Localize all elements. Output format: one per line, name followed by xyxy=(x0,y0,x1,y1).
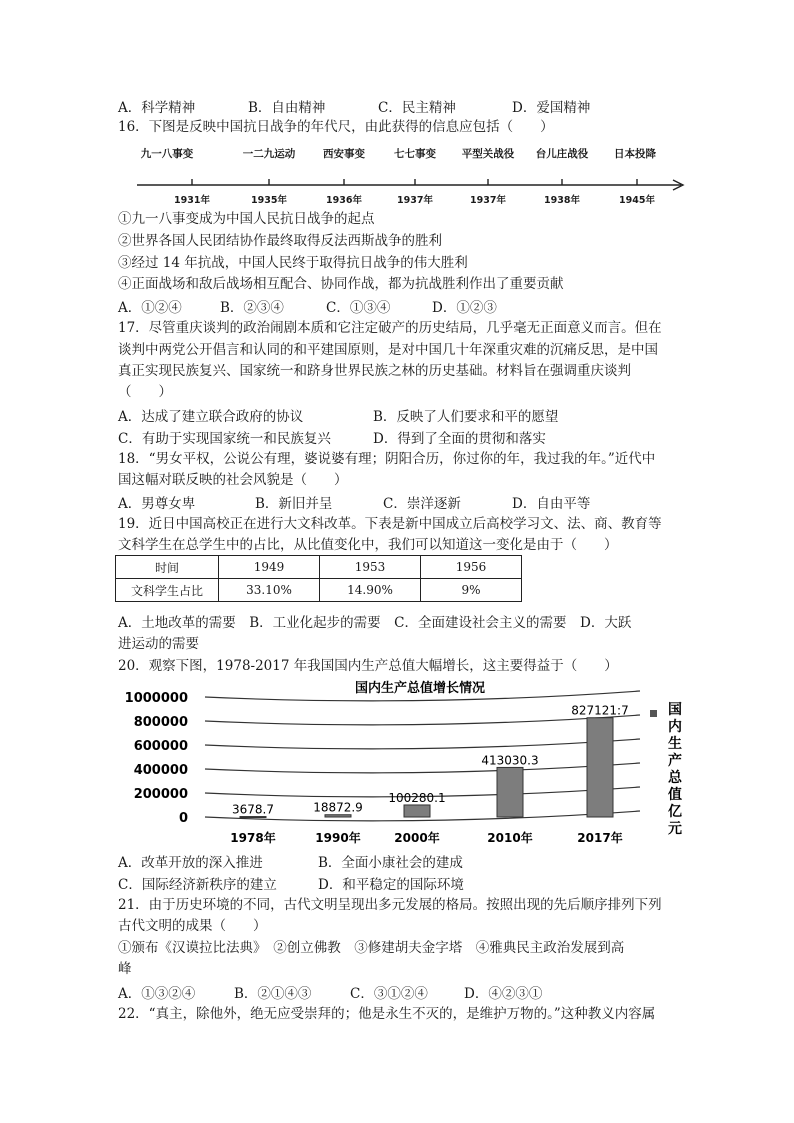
q15-option-b: B．自由精神 xyxy=(248,100,326,116)
table-cell: 14.90% xyxy=(320,579,421,602)
timeline-event-77: 七七事变 xyxy=(394,148,436,160)
q19-stem: 文科学生在总学生中的占比，从比值变化中，我们可以知道这一变化是由于（ ） xyxy=(118,537,618,553)
gdp-bar xyxy=(404,805,430,817)
table-header-cell: 1949 xyxy=(219,556,320,579)
war-timeline xyxy=(125,140,690,210)
x-tick-label: 2000年 xyxy=(394,831,440,845)
q18-option-d: D．自由平等 xyxy=(512,496,591,512)
gdp-bar xyxy=(325,815,351,817)
q17-option-a: A．达成了建立联合政府的协议 xyxy=(118,409,304,425)
q15-option-c: C．民主精神 xyxy=(378,100,456,116)
timeline-event-xian: 西安事变 xyxy=(323,148,365,160)
q17-option-c: C．有助于实现国家统一和民族复兴 xyxy=(118,431,331,447)
q16-option-b: B．②③④ xyxy=(220,300,284,316)
q20-option-d: D．和平稳定的国际环境 xyxy=(318,877,464,893)
q17-option-b: B．反映了人们要求和平的愿望 xyxy=(373,409,559,425)
y-tick-label: 0 xyxy=(178,811,188,826)
q21-option-b: B．②①④③ xyxy=(234,986,312,1002)
q15-option-a: A．科学精神 xyxy=(118,100,196,116)
table-row xyxy=(116,579,522,602)
q17-stem: 真正实现民族复兴、国家统一和跻身世界民族之林的历史基础。材料旨在强调重庆谈判 xyxy=(118,363,631,379)
q18-option-b: B．新旧并呈 xyxy=(255,496,333,512)
q21-items: 峰 xyxy=(118,961,132,977)
timeline-event-129: 一二九运动 xyxy=(242,148,296,160)
table-cell: 文科学生占比 xyxy=(116,579,219,602)
q21-stem: 21．由于历史环境的不同，古代文明呈现出多元发展的格局。按照出现的先后顺序排列下列 xyxy=(118,897,662,913)
table-row xyxy=(116,556,522,579)
q19-options: A．土地改革的需要 B．工业化起步的需要 C．全面建设社会主义的需要 D．大跃 xyxy=(118,615,632,631)
timeline-year: 1936年 xyxy=(326,195,362,206)
q20-option-a: A．改革开放的深入推进 xyxy=(118,855,263,871)
timeline-year: 1938年 xyxy=(544,195,580,206)
timeline-year: 1931年 xyxy=(174,195,210,206)
q17-stem: （ ） xyxy=(118,384,172,400)
q19-table xyxy=(115,555,522,602)
q16-option-c: C．①③④ xyxy=(326,300,391,316)
bar-value-label: 827121:7 xyxy=(571,703,629,718)
q21-option-d: D．④②③① xyxy=(464,986,543,1002)
q18-stem: 18．“男女平权，公说公有理，婆说婆有理；阴阳合历，你过你的年，我过我的年。”近代中 xyxy=(118,451,656,467)
table-header-cell: 1956 xyxy=(421,556,522,579)
legend-char: 生 xyxy=(668,736,682,752)
q16-statement: ④正面战场和敌后战场相互配合、协同作战，都为抗战胜利作出了重要贡献 xyxy=(118,276,564,292)
q16-stem: 16．下图是反映中国抗日战争的年代尺，由此获得的信息应包括（ ） xyxy=(118,119,554,135)
q18-option-a: A．男尊女卑 xyxy=(118,496,196,512)
bar-value-label: 100280.1 xyxy=(388,790,446,805)
q22-stem: 22．“真主，除他外，绝无应受崇拜的；他是永生不灭的，是维护万物的。”这种教义内容属 xyxy=(118,1006,656,1022)
timeline-event-japan-surrender: 日本投降 xyxy=(614,148,656,160)
legend-char: 总 xyxy=(668,770,682,786)
gridline xyxy=(205,763,640,773)
q18-option-c: C．崇洋逐新 xyxy=(383,496,461,512)
q17-option-d: D．得到了全面的贯彻和落实 xyxy=(373,431,546,447)
legend-char: 亿 xyxy=(668,804,682,820)
q17-stem: 17．尽管重庆谈判的政治闹剧本质和它注定破产的历史结局，几乎毫无正面意义而言。但在 xyxy=(118,320,662,336)
legend-char: 国 xyxy=(668,702,682,718)
table-cell: 33.10% xyxy=(219,579,320,602)
timeline-year: 1937年 xyxy=(470,195,506,206)
y-tick-label: 400000 xyxy=(133,763,188,778)
q20-option-b: B．全面小康社会的建成 xyxy=(318,855,463,871)
timeline-year: 1945年 xyxy=(619,195,655,206)
q19-options: 进运动的需要 xyxy=(118,636,199,652)
gdp-bar xyxy=(240,817,266,818)
q21-option-a: A．①③②④ xyxy=(118,986,196,1002)
q18-stem: 国这幅对联反映的社会风貌是（ ） xyxy=(118,472,348,488)
q16-statement: ①九一八事变成为中国人民抗日战争的起点 xyxy=(118,211,375,227)
timeline-event-taierzhuang: 台儿庄战役 xyxy=(535,148,589,160)
x-tick-label: 2017年 xyxy=(577,831,623,845)
y-tick-label: 600000 xyxy=(133,739,188,754)
q16-statement: ③经过 14 年抗战，中国人民终于取得抗日战争的伟大胜利 xyxy=(118,255,468,271)
gdp-bar xyxy=(497,767,523,817)
legend-char: 元 xyxy=(668,821,682,837)
q20-stem: 20．观察下图，1978-2017 年我国国内生产总值大幅增长，这主要得益于（ ） xyxy=(118,658,618,674)
q16-option-d: D．①②③ xyxy=(432,300,497,316)
timeline-year: 1935年 xyxy=(251,195,287,206)
bar-value-label: 413030.3 xyxy=(481,753,539,768)
gdp-bar xyxy=(587,718,613,817)
legend-char: 值 xyxy=(668,787,682,803)
timeline-year: 1937年 xyxy=(397,195,433,206)
y-tick-label: 800000 xyxy=(133,715,188,730)
x-tick-label: 2010年 xyxy=(487,831,533,845)
bar-value-label: 18872.9 xyxy=(313,800,363,815)
y-tick-label: 200000 xyxy=(133,787,188,802)
x-tick-label: 1990年 xyxy=(315,831,361,845)
q17-stem: 谈判中两党公开倡言和认同的和平建国原则，是对中国几十年深重灾难的沉痛反思，是中国 xyxy=(118,342,658,358)
table-cell: 9% xyxy=(421,579,522,602)
q19-stem: 19．近日中国高校正在进行大文科改革。下表是新中国成立后高校学习文、法、商、教育等 xyxy=(118,516,662,532)
table-header-cell: 时间 xyxy=(116,556,219,579)
q16-option-a: A．①②④ xyxy=(118,300,182,316)
legend-char: 产 xyxy=(668,753,682,769)
q21-items: ①颁布《汉谟拉比法典》 ②创立佛教 ③修建胡夫金字塔 ④雅典民主政治发展到高 xyxy=(118,940,625,956)
q21-option-c: C．③①②④ xyxy=(350,986,428,1002)
legend-char: 内 xyxy=(668,719,682,735)
gdp-chart xyxy=(120,680,690,850)
legend-swatch xyxy=(650,710,657,717)
chart-title: 国内生产总值增长情况 xyxy=(354,681,486,696)
q16-statement: ②世界各国人民团结协作最终取得反法西斯战争的胜利 xyxy=(118,233,442,249)
q15-option-d: D．爱国精神 xyxy=(512,100,591,116)
timeline-event-pingxingguan: 平型关战役 xyxy=(461,148,515,160)
table-header-cell: 1953 xyxy=(320,556,421,579)
bar-value-label: 3678.7 xyxy=(232,802,274,817)
q21-stem: 古代文明的成果（ ） xyxy=(118,918,267,934)
x-tick-label: 1978年 xyxy=(230,831,276,845)
gridline xyxy=(205,739,640,749)
q20-option-c: C．国际经济新秩序的建立 xyxy=(118,877,277,893)
y-tick-label: 1000000 xyxy=(124,691,188,706)
timeline-event-918: 九一八事变 xyxy=(140,148,194,160)
